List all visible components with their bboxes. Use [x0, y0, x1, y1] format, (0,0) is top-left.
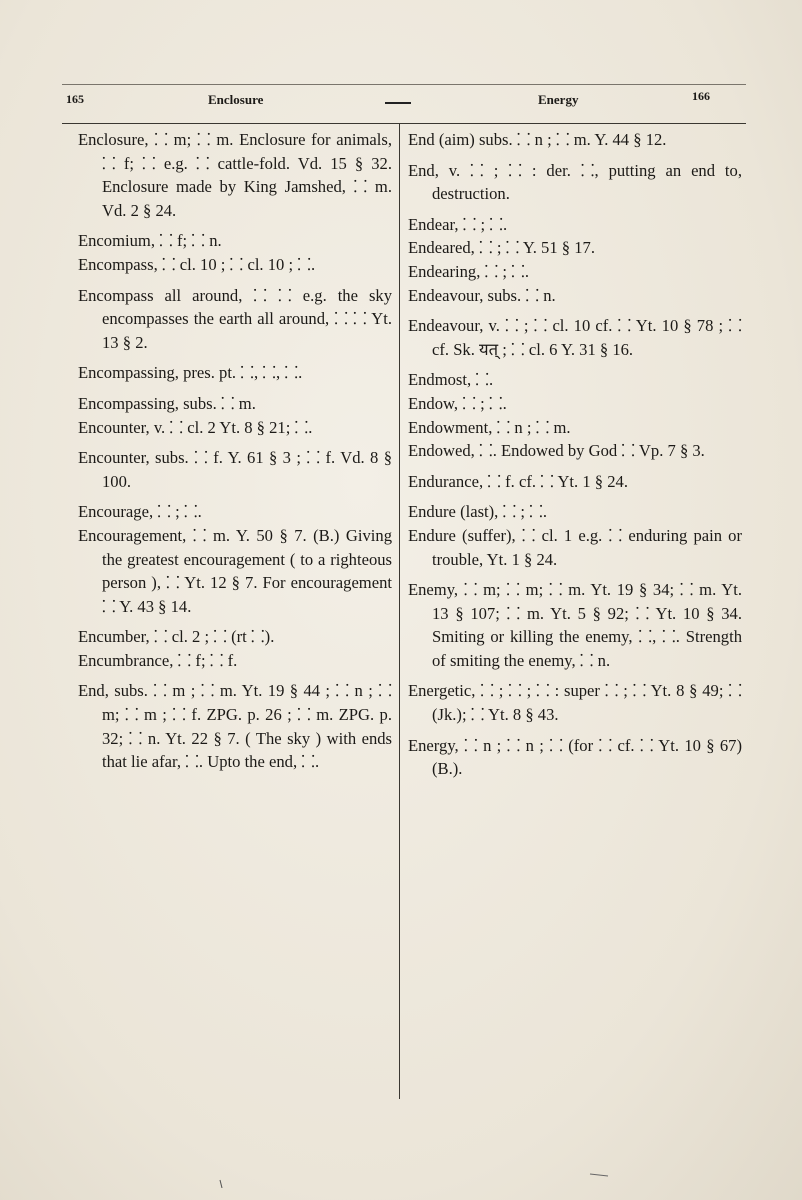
left-column: [78, 128, 392, 781]
dictionary-entry: Encumber, ⸬ cl. 2 ; ⸬ (rt ⸬).: [78, 627, 275, 647]
dictionary-entry: Endowment, ⸬ n ; ⸬ m.: [408, 417, 571, 437]
header-dash: [385, 102, 411, 104]
dictionary-entry: Encompass, ⸬ cl. 10 ; ⸬ cl. 10 ; ⸬.: [78, 254, 316, 274]
dictionary-entry: Encompassing, subs. ⸬ m.: [78, 393, 256, 413]
dictionary-entry: End, v. ⸬ ; ⸬ : der. ⸬, putting an end to, destruction.: [408, 160, 742, 204]
dictionary-entry: Energetic, ⸬ ; ⸬ ; ⸬ : super ⸬ ; ⸬ Yt. 8 § 49; ⸬ (Jk.); ⸬ Yt. 8 § 43.: [408, 681, 742, 725]
dictionary-entry: Enemy, ⸬ m; ⸬ m; ⸬ m. Yt. 19 § 34; ⸬ m. Yt. 13 § 107; ⸬ m. Yt. 5 § 92; ⸬ Yt. 10 § 34. Smiting or killing the enemy, ⸬, ⸬. Strength of smiting the enemy, ⸬ n.: [408, 580, 742, 670]
dictionary-entry: Endmost, ⸬.: [408, 370, 494, 390]
dictionary-entry: Encounter, subs. ⸬ f. Y. 61 § 3 ; ⸬ f. Vd. 8 § 100.: [78, 448, 392, 491]
right-running-headword: Energy: [538, 92, 579, 107]
dictionary-entry: Encumbrance, ⸬ f; ⸬ f.: [78, 650, 238, 670]
dictionary-entry: Encourage, ⸬ ; ⸬.: [78, 502, 202, 522]
right-page-number: 166: [692, 89, 710, 103]
dictionary-entry: Encouragement, ⸬ m. Y. 50 § 7. (B.) Giving the greatest encouragement ( to a righteous person ), ⸬ Yt. 12 § 7. For encouragement ⸬ Y. 43 § 14.: [78, 525, 392, 616]
bottom-printer-mark: [190, 1170, 610, 1188]
dictionary-entry: Encompassing, pres. pt. ⸬, ⸬, ⸬.: [78, 363, 303, 383]
left-running-headword: Enclosure: [208, 92, 264, 107]
left-page-number: 165: [66, 92, 84, 106]
dictionary-entry: Endure (last), ⸬ ; ⸬.: [408, 502, 548, 522]
dictionary-entry: Enclosure, ⸬ m; ⸬ m. Enclosure for animals, ⸬ f; ⸬ e.g. ⸬ cattle-fold. Vd. 15 § 32. Enclosure made by King Jamshed, ⸬ m. Vd. 2 § 24.: [78, 130, 392, 220]
dictionary-entry: Encounter, v. ⸬ cl. 2 Yt. 8 § 21; ⸬.: [78, 417, 313, 437]
dictionary-entry: Endurance, ⸬ f. cf. ⸬ Yt. 1 § 24.: [408, 471, 628, 491]
header-rule: [62, 123, 746, 124]
dictionary-entry: Endeavour, subs. ⸬ n.: [408, 285, 556, 305]
right-column: [408, 128, 742, 788]
dictionary-entry: Endear, ⸬ ; ⸬.: [408, 214, 508, 234]
dictionary-entry: Encomium, ⸬ f; ⸬ n.: [78, 231, 222, 251]
dictionary-entry: Endearing, ⸬ ; ⸬.: [408, 261, 530, 281]
column-divider: [399, 124, 400, 1099]
dictionary-entry: End, subs. ⸬ m ; ⸬ m. Yt. 19 § 44 ; ⸬ n ; ⸬ m; ⸬ m ; ⸬ f. ZPG. p. 26 ; ⸬ m. ZPG. p. 32; ⸬ n. Yt. 22 § 7. ( The sky ) with ends that lie afar, ⸬. Upto the end, ⸬.: [78, 681, 392, 772]
dictionary-entry: Energy, ⸬ n ; ⸬ n ; ⸬ (for ⸬ cf. ⸬ Yt. 10 § 67) (B.).: [408, 735, 742, 779]
dictionary-entry: Endeavour, v. ⸬ ; ⸬ cl. 10 cf. ⸬ Yt. 10 § 78 ; ⸬ cf. Sk. यत् ; ⸬ cl. 6 Y. 31 § 16.: [408, 316, 742, 359]
dictionary-entry: Endowed, ⸬. Endowed by God ⸬ Vp. 7 § 3.: [408, 441, 705, 461]
dictionary-entry: Encompass all around, ⸬ ⸬ e.g. the sky encompasses the earth all around, ⸬ ⸬ Yt. 13 § 2.: [78, 285, 392, 352]
dictionary-entry: End (aim) subs. ⸬ n ; ⸬ m. Y. 44 § 12.: [408, 130, 667, 149]
dictionary-entry: Endow, ⸬ ; ⸬.: [408, 393, 507, 413]
top-border-line: [62, 84, 746, 85]
dictionary-entry: Endure (suffer), ⸬ cl. 1 e.g. ⸬ enduring pain or trouble, Yt. 1 § 24.: [408, 525, 742, 569]
dictionary-entry: Endeared, ⸬ ; ⸬ Y. 51 § 17.: [408, 238, 595, 258]
